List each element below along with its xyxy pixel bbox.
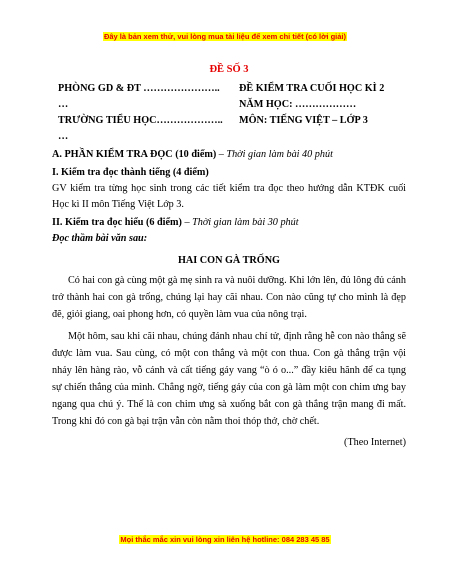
section-a-time: – Thời gian làm bài 40 phút: [216, 149, 333, 160]
bottom-banner-text: Mọi thắc mắc xin vui lòng xin liên hệ hotline: 084 283 45 85: [120, 535, 330, 544]
school-field-continued: …: [58, 131, 69, 142]
section-2-heading: [52, 215, 406, 231]
department-field: PHÒNG GD & ĐT …………………..: [58, 83, 220, 94]
header-row-4: [52, 129, 406, 145]
story-title: HAI CON GÀ TRỐNG: [178, 255, 280, 266]
bottom-hotline-banner: [0, 535, 450, 544]
story-paragraph-1: Có hai con gà cùng một gà mẹ sinh ra và nuôi dưỡng. Khi lớn lên, đủ lông đủ cánh trở thành hai con gà trống, chúng lại hay cãi nhau. Con nào cũng tự cho mình là đẹp đẽ, giỏi giang, oai phong hơn, có quyền làm vua của nông trại.: [52, 275, 406, 320]
section-1-body: GV kiểm tra từng học sinh trong các tiết kiểm tra đọc theo hướng dẫn KTĐK cuối Học kì II môn Tiếng Việt Lớp 3.: [52, 183, 406, 210]
section-2-title: II. Kiểm tra đọc hiểu (6 điểm): [52, 217, 182, 228]
exam-number-title: ĐỀ SỐ 3: [209, 64, 249, 75]
school-field: TRƯỜNG TIỂU HỌC………………..: [58, 115, 223, 126]
story-paragraph-2: Một hôm, sau khi cãi nhau, chúng đánh nhau chí tử, định rằng hễ con nào thắng sẽ được làm vua. Sau cùng, có một con thắng và một con thua. Con gà thắng trận vội nhảy lên hàng rào, vỗ cánh và cất tiếng gáy vang “ò ó o...” đầy kiêu hãnh để ca tụng sự chiến thắng của mình. Chẳng ngờ, tiếng gáy của con gà làm một con chim ưng bay ngang qua chú ý. Thế là con chim ưng sà xuống bắt con gà thắng trận mang đi mất. Trong khi đó con gà bại trận vẫn còn nằm thoi thóp thở, chờ chết.: [52, 331, 406, 427]
header-row-1: [52, 81, 406, 97]
header-row-2: [52, 97, 406, 113]
section-a-heading: [52, 147, 406, 163]
department-field-continued: …: [58, 99, 69, 110]
top-preview-banner: [0, 32, 450, 41]
school-year-field: NĂM HỌC: ………………: [239, 99, 357, 110]
exam-title: ĐỀ KIỂM TRA CUỐI HỌC KÌ 2: [239, 83, 385, 94]
section-1-heading: I. Kiểm tra đọc thành tiếng (4 điểm): [52, 167, 209, 178]
subject-field: MÔN: TIẾNG VIỆT – LỚP 3: [239, 115, 368, 126]
top-banner-text: Đây là bản xem thử, vui lòng mua tài liệu để xem chi tiết (có lời giải): [103, 32, 347, 41]
document-page: [52, 54, 406, 451]
header-row-3: [52, 113, 406, 129]
section-2-time: – Thời gian làm bài 30 phút: [181, 217, 299, 228]
story-body: [52, 272, 406, 430]
story-source: (Theo Internet): [344, 437, 406, 448]
section-a-title: A. PHẦN KIỂM TRA ĐỌC (10 điểm): [52, 149, 217, 160]
reading-instruction: Đọc thầm bài văn sau:: [52, 233, 148, 244]
